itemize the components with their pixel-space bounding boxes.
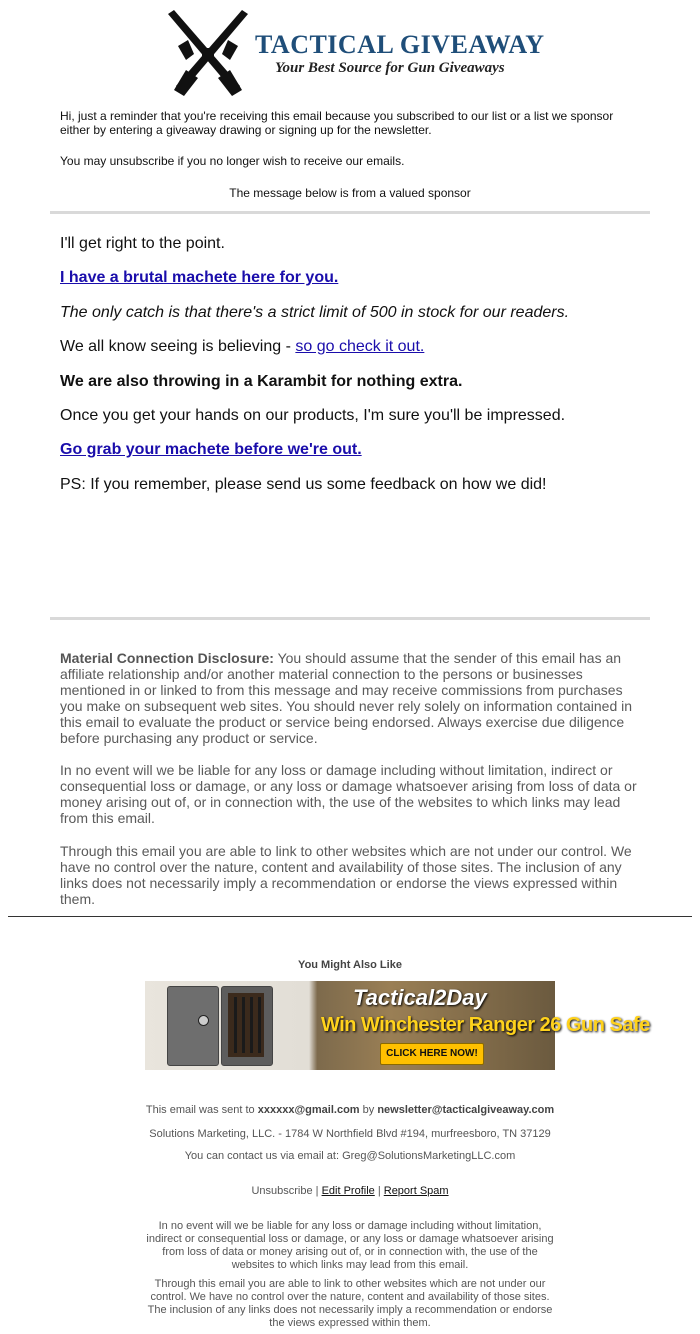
message-line-catch: The only catch is that there's a strict limit of 500 in stock for our readers. xyxy=(60,304,570,321)
unsubscribe-note: You may unsubscribe if you no longer wish to receive our emails. xyxy=(60,154,405,168)
rifle-icon xyxy=(258,997,261,1053)
crossed-rifles-icon xyxy=(158,8,258,100)
check-it-out-link[interactable]: so go check it out. xyxy=(295,338,425,355)
safe-dial-icon xyxy=(198,1015,209,1026)
message-line-intro: I'll get right to the point. xyxy=(60,235,225,252)
sent-by: by xyxy=(359,1104,378,1116)
top-divider xyxy=(50,211,650,214)
footer-external-links: Through this email you are able to link to other websites which are not under our control. We have no control over the nature, content and availability of those sites. The inclusion of any links does not necessarily imply a recommendation or endorse the views expressed within them. xyxy=(147,1278,553,1329)
contact-line: You can contact us via email at: Greg@SolutionsMarketingLLC.com xyxy=(184,1150,516,1162)
banner-cta-button[interactable]: CLICK HERE NOW! xyxy=(380,1043,484,1065)
rifle-icon xyxy=(242,997,245,1053)
gun-safe-banner-ad[interactable] xyxy=(145,981,650,1070)
gun-safe-closed-image xyxy=(167,986,219,1066)
gun-safe-open-image xyxy=(221,986,273,1066)
edit-profile-link[interactable]: Edit Profile xyxy=(321,1185,375,1197)
machete-link[interactable]: I have a brutal machete here for you. xyxy=(60,269,339,286)
grab-machete-link-wrapper xyxy=(60,440,660,460)
rifle-icon xyxy=(250,997,253,1053)
footer-liability: In no event will we be liable for any loss or damage including without limitation, indirect or consequential loss or damage, or any loss or damage whatsoever arising from loss of data or money arising out of, or in connection with, the use of the websites to which links may lead from this email. xyxy=(146,1220,554,1271)
rifle-icon xyxy=(234,997,237,1053)
machete-link-wrapper xyxy=(60,268,660,288)
sent-prefix: This email was sent to xyxy=(145,1104,258,1116)
unsubscribe-link[interactable]: Unsubscribe xyxy=(251,1185,313,1197)
disclosure-heading: Material Connection Disclosure: xyxy=(60,650,274,666)
bottom-divider xyxy=(50,617,650,620)
report-spam-link[interactable]: Report Spam xyxy=(383,1185,449,1197)
banner-headline: Win Winchester Ranger 26 Gun Safe xyxy=(321,1014,650,1036)
link-separator: | xyxy=(312,1185,322,1197)
sender-email: newsletter@tacticalgiveaway.com xyxy=(377,1104,555,1116)
recipient-email: xxxxxx@gmail.com xyxy=(257,1104,360,1116)
you-might-also-like: You Might Also Like xyxy=(298,959,402,971)
message-line-impressed: Once you get your hands on our products, I'm sure you'll be impressed. xyxy=(60,407,566,424)
company-address: Solutions Marketing, LLC. - 1784 W Northfield Blvd #194, murfreesboro, TN 37129 xyxy=(149,1128,551,1140)
logo-title: TACTICAL GIVEAWAY xyxy=(255,30,545,59)
message-line-ps: PS: If you remember, please send us some feedback on how we did! xyxy=(60,476,547,493)
message-line-karambit: We are also throwing in a Karambit for nothing extra. xyxy=(60,373,463,390)
footer-rule xyxy=(8,916,692,917)
grab-machete-link[interactable]: Go grab your machete before we're out. xyxy=(60,441,362,458)
external-links-disclaimer: Through this email you are able to link to other websites which are not under our control. We have no control over the nature, content and availability of those sites. The inclusion of any links does not necessarily imply a recommendation or endorse the views expressed within them. xyxy=(60,843,632,907)
footer-links xyxy=(140,1185,560,1198)
believing-text: We all know seeing is believing - xyxy=(60,338,296,355)
liability-disclaimer: In no event will we be liable for any loss or damage including without limitation, indirect or consequential loss or damage, or any loss or damage whatsoever arising from loss of data or money arising out of, or in connection with, the use of the websites to which links may lead from this email. xyxy=(60,762,637,826)
material-disclosure xyxy=(60,650,640,746)
logo-subtitle: Your Best Source for Gun Giveaways xyxy=(275,60,505,76)
subscription-reminder: Hi, just a reminder that you're receiving this email because you subscribed to our list or a list we sponsor either by entering a giveaway drawing or signing up for the newsletter. xyxy=(60,109,614,137)
link-separator: | xyxy=(374,1185,384,1197)
sent-to-line xyxy=(140,1104,560,1117)
message-line-believing xyxy=(60,337,660,357)
sponsor-note: The message below is from a valued sponsor xyxy=(229,186,471,200)
banner-brand: Tactical2Day xyxy=(353,985,487,1010)
disclosure-text: You should assume that the sender of this email has an affiliate relationship and/or another material connection to the persons or businesses mentioned in or linked to from this message and may receive commissions from purchases you make on subsequent web sites. You should never rely solely on information contained in this email to evaluate the product or service being endorsed. Always exercise due diligence before purchasing any product or service. xyxy=(60,650,633,746)
